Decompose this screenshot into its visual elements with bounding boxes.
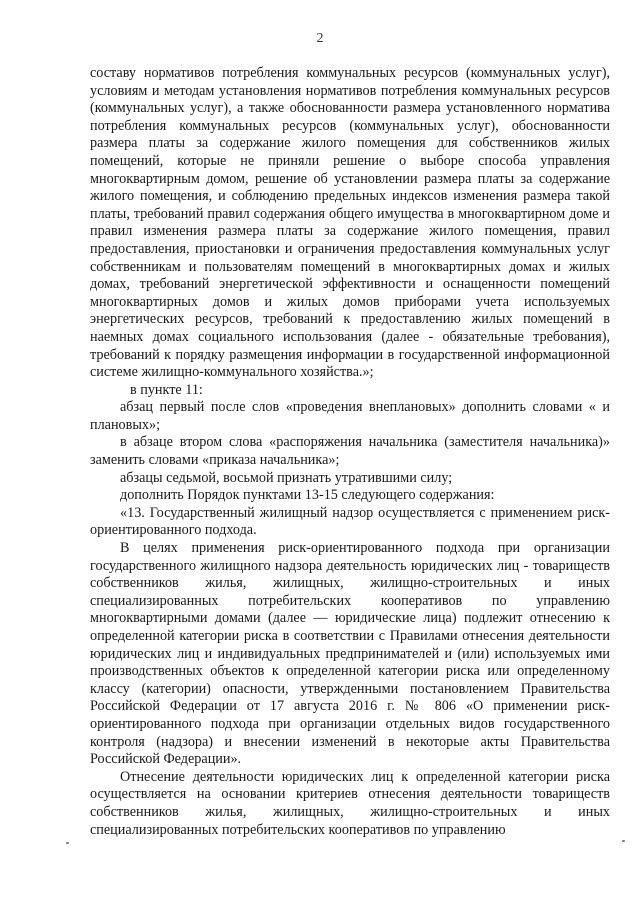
- paragraph-housing-requirements: составу нормативов потребления коммунальных ресурсов (коммунальных услуг), условиям и методам установления нормативов потребления коммунальных ресурсов (коммунальных услуг), а также обоснованности размера установленного норматива потребления коммунальных ресурсов (коммунальных услуг), обоснованности размера платы за содержание жилого помещения для собственников жилых помещений, которые не приняли решение о выборе способа управления многоквартирным домом, решение об установлении размера платы за содержание жилого помещения, и соблюдению предельных индексов изменения размера такой платы, требований правил содержания общего имущества в многоквартирном доме и правил изменения размера платы за содержание жилого помещения, правил предоставления, приостановки и ограничения предоставления коммунальных услуг собственникам и пользователям помещений в многоквартирных домах и жилых домах, требований энергетической эффективности и оснащенности помещений многоквартирных домов и жилых домов приборами учета используемых энергетических ресурсов, требований к предоставлению жилых помещений в наемных домах социального использования (далее - обязательные требования), требований к порядку размещения информации в государственной информационной системе жилищно-коммунального хозяйства.»;: [90, 65, 610, 381]
- paragraph-risk-criteria: Отнесение деятельности юридических лиц к определенной категории риска осуществляется на основании критериев отнесения деятельности товариществ собственников жилья, жилищных, жилищно-строительных и иных специализированных потребительских кооперативов по управлению: [90, 768, 610, 838]
- paragraph-first-abzac: абзац первый после слов «проведения внеплановых» дополнить словами « и плановых»;: [90, 399, 610, 433]
- page-number: 2: [316, 31, 324, 46]
- scan-speck: [66, 842, 69, 844]
- paragraph-second-abzac: в абзаце втором слова «распоряжения начальника (заместителя начальника)» заменить словами «приказа начальника»;: [90, 434, 610, 469]
- paragraph-item-13: «13. Государственный жилищный надзор осуществляется с применением риск-ориентированного подхода.: [90, 504, 610, 539]
- paragraph-item-11: в пункте 11:: [130, 381, 203, 398]
- document-body: [90, 65, 610, 839]
- paragraph-void-abzacs: абзацы седьмой, восьмой признать утратившими силу;: [120, 469, 453, 486]
- scan-speck: [622, 840, 625, 842]
- paragraph-add-items: дополнить Порядок пунктами 13-15 следующего содержания:: [120, 487, 495, 504]
- paragraph-risk-categories: В целях применения риск-ориентированного подхода при организации государственного жилищного надзора деятельность юридических лиц - товариществ собственников жилья, жилищных, жилищно-строительных и иных специализированных потребительских кооперативов по управлению многоквартирными домами (далее — юридические лица) подлежит отнесению к определенной категории риска в соответствии с Правилами отнесения деятельности юридических лиц и индивидуальных предпринимателей и (или) используемых ими производственных объектов к определенной категории риска или определенному классу (категории) опасности, утвержденными постановлением Правительства Российской Федерации от 17 августа 2016 г. № 806 «О применении риск-ориентированного подхода при организации отдельных видов государственного контроля (надзора) и внесении изменений в некоторые акты Правительства Российской Федерации».: [90, 540, 610, 768]
